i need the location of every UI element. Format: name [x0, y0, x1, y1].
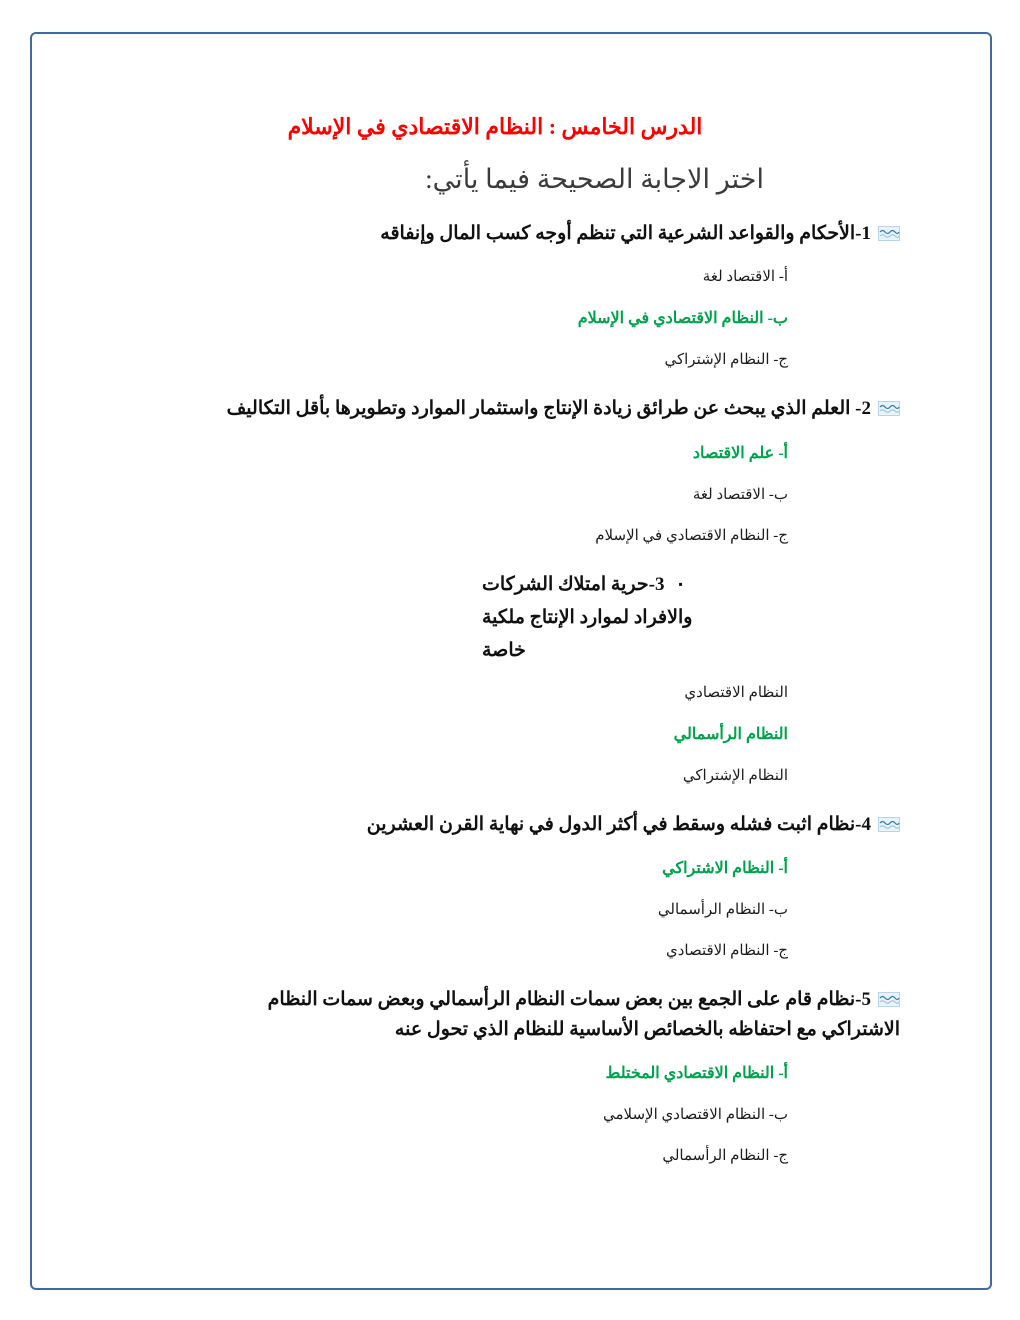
question-icon — [878, 221, 900, 236]
answer-option: النظام الإشتراكي — [682, 767, 788, 784]
question-text-line: والافراد لموارد الإنتاج ملكية — [482, 607, 693, 629]
instruction-text: اختر الاجابة الصحيحة فيما يأتي: — [425, 164, 764, 194]
bullet-icon: ▪ — [678, 576, 683, 591]
answer-option: ب- النظام الاقتصادي الإسلامي — [603, 1106, 788, 1123]
question-text: 1-الأحكام والقواعد الشرعية التي تنظم أوجه كسب المال وإنفاقه — [380, 223, 871, 244]
document-content — [32, 34, 990, 1176]
question-2 — [90, 380, 900, 431]
question-icon — [878, 812, 900, 827]
question-text: 2- العلم الذي يبحث عن طرائق زيادة الإنتاج واستثمار الموارد وتطويرها بأقل التكاليف — [226, 398, 871, 420]
answer-option-correct: أ- النظام الاقتصادي المختلط — [605, 1064, 788, 1082]
answer-option: النظام الاقتصادي — [684, 684, 788, 701]
question-text-line: خاصة — [482, 640, 526, 662]
question-1 — [90, 205, 900, 256]
question-text: 4-نظام اثبت فشله وسقط في أكثر الدول في نهاية القرن العشرين — [366, 813, 871, 835]
answer-option: ب- الاقتصاد لغة — [692, 486, 788, 503]
lesson-title: الدرس الخامس : النظام الاقتصادي في الإسلام — [287, 114, 703, 139]
question-text: 3-حرية امتلاك الشركات — [482, 573, 665, 595]
question-5 — [200, 971, 900, 1052]
answer-option: أ- الاقتصاد لغة — [702, 269, 788, 286]
question-text-line — [482, 568, 782, 601]
question-icon — [878, 987, 900, 1002]
question-4 — [90, 796, 900, 847]
answer-option-correct: ب- النظام الاقتصادي في الإسلام — [577, 310, 788, 328]
answer-option: ج- النظام الرأسمالي — [662, 1147, 788, 1164]
question-icon — [878, 396, 900, 411]
answer-option: ج- النظام الاقتصادي — [665, 943, 788, 960]
answer-option: ب- النظام الرأسمالي — [657, 902, 788, 919]
document-page — [30, 32, 992, 1290]
answer-option-correct: النظام الرأسمالي — [673, 725, 788, 743]
question-text: 5-نظام قام على الجمع بين بعض سمات النظام الرأسمالي وبعض سمات النظام الاشتراكي مع احتفاظه بالخصائص الأساسية للنظام الذي تحول عنه — [267, 989, 900, 1040]
answer-option-correct: أ- النظام الاشتراكي — [662, 860, 788, 878]
answer-option: ج- النظام الاقتصادي في الإسلام — [595, 527, 788, 544]
answer-option-correct: أ- علم الاقتصاد — [692, 444, 788, 462]
answer-option: ج- النظام الإشتراكي — [664, 352, 788, 369]
question-3 — [482, 568, 782, 668]
